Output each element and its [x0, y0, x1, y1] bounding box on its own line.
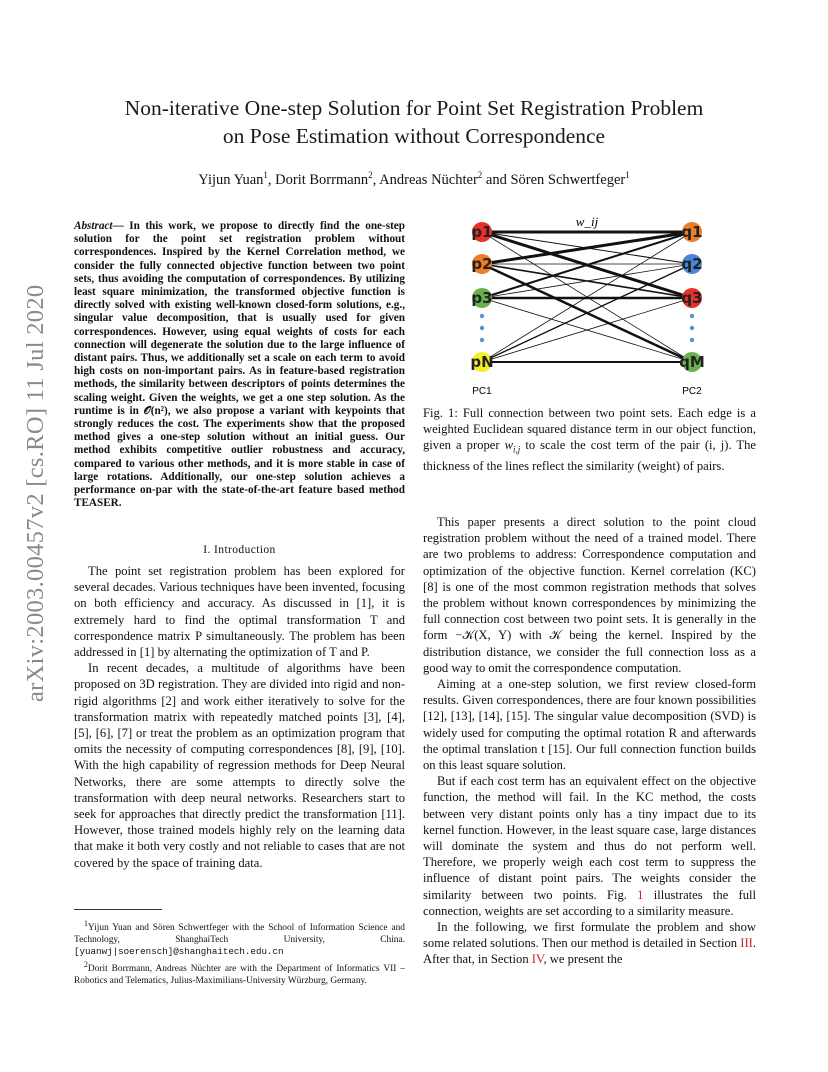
section-ref-link-4[interactable]: IV [531, 952, 544, 967]
arxiv-id: arXiv:2003.00457v2 [cs.RO] 11 Jul 2020 [22, 284, 49, 702]
footnotes [74, 918, 405, 987]
intro-left-column [74, 563, 405, 871]
footnote-2: $^2$Dorit Borrmann, Andreas Nüchter are with the Department of Informatics VII – Robotics and Telematics, Julius-Maximilians-University Würzburg, Germany. [74, 959, 405, 986]
ellipsis-dot [690, 326, 694, 330]
section-heading: I. Introduction [203, 544, 276, 556]
right-point-qM [679, 352, 705, 372]
right-point-q3 [681, 288, 702, 308]
left-set-label: PC1 [472, 386, 492, 397]
footnote-1: $^1$Yijun Yuan and Sören Schwertfeger with the School of Information Science and Technology, ShanghaiTech University, China. [yuanwj|soerensch]@shanghaitech.edu.cn [74, 919, 405, 958]
svg-text:p3: p3 [471, 289, 493, 307]
right-paragraph-2: Aiming at a one-step solution, we first review closed-form results. Given correspondences, there are four known possibilities [12], [13], [14], [15]. The singular value decomposition (SVD) is widely used for computing the optimal rotation R and afterwards the optimal translation t [15]. Our full connection function builds on this least square solution. [423, 677, 756, 773]
svg-text:q1: q1 [681, 223, 703, 241]
left-point-p2 [471, 254, 492, 274]
ellipsis-dot [480, 326, 484, 330]
intro-paragraph-1: The point set registration problem has been explored for several decades. Various techniques have been invented, focusing on both efficiency and accuracy. As discussed in [1], it is extremely hard to find the optimal transformation T and correspondence matrix P simultaneously. The problem has been addressed in [1] by alternating the optimization of T and P. [74, 564, 405, 660]
footnote-rule [74, 909, 162, 910]
author-name: Dorit Borrmann [275, 171, 369, 188]
right-paragraph-1: This paper presents a direct solution to the point cloud registration problem without the need of a trained model. There are two problems to address: Correspondence computation and optimization of the objective function. Kernel correlation (KC) [8] is one of the most common registration methods that solves the problem without known correspondences by minimizing the full connection cost between two point sets. It is generally in the form −𝒦(X, Y) with 𝒦 being the kernel. Inspired by the distribution distance, we consider the full connection loss as a good way to omit the correspondence computation. [423, 515, 756, 675]
ellipsis-dot [690, 314, 694, 318]
left-point-p1 [471, 222, 492, 242]
ellipsis-dot [690, 338, 694, 342]
left-point-p3 [471, 288, 492, 308]
svg-text:q2: q2 [681, 255, 703, 273]
left-point-pN [470, 352, 493, 372]
author-name: Sören Schwertfeger [510, 171, 626, 188]
ellipsis-dot [480, 338, 484, 342]
intro-paragraph-2: In recent decades, a multitude of algorithms have been proposed on 3D registration. They are divided into rigid and non-rigid algorithms [2] and work either iteratively to solve for the transformation matrix with repeatedly matched points [3], [4], [5], [6], [7] or treat the problem as an optimization program that omits the necessity of computing correspondences [8], [9], [10]. With the high capability of regression methods for Deep Neural Networks, there are some attempts to directly solve the transformation with deep neural networks. Researchers start to seek for approaches that directly predict the transformation [11]. However, those trained models highly rely on the learning data that make it both very costly and not reliable to cases that are not covered by the space of training data. [74, 661, 405, 870]
title-line-1: Non-iterative One-step Solution for Point Set Registration Problem [124, 96, 704, 120]
svg-text:p2: p2 [471, 255, 493, 273]
right-paragraph-3: But if each cost term has an equivalent effect on the objective function, the method will fail. In the KC method, the costs between very distant points only has a tiny impact due to its kernel function. However, in the least square case, large distances will dominate the system and thus do not perform well. Therefore, we properly weigh each cost term to suppress the influence of distant point pairs. The weights consider the similarity between two points. Fig. 1 illustrates the full connection, weights are set according to a similarity measure. [423, 774, 757, 918]
author-name: Yijun Yuan [198, 171, 264, 188]
right-paragraph-4: In the following, we first formulate the problem and show some related solutions. Then our method is detailed in Section III. After that, in Section IV, we present the [423, 920, 756, 967]
svg-text:pN: pN [470, 353, 494, 371]
paper-title [0, 94, 828, 150]
abstract-text: — In this work, we propose to directly find the one-step solution for the point set registration problem without correspondences. Inspired by the Kernel Correlation method, we consider the fully connected objective function between two point sets, thus avoiding the computation of correspondences. By utilizing least square minimization, the transformed objective function is directly solved with existing well-known closed-form solutions, e.g., singular value decomposition, that is usually used for given correspondences. However, using equal weights of costs for each connection will degenerate the solution due to the large influence of distant pairs. Thus, we additionally set a scale on each term to avoid high costs on non-important pairs. As in feature-based registration methods, the similarity between descriptors of points determines the scaling weight. Given the weights, we get a one step solution. As the runtime is in 𝒪(n²), we also propose a variant with keypoints that strongly reduces the cost. The experiments show that the proposed method gives a one-step solution without an initial guess. Our method exhibits competitive outlier robustness and accuracy, compared to various other methods, and it is more stable in case of large rotations. Additionally, our one-step solution achieves a performance on-par with the state-of-the-art feature based method TEASER. [74, 220, 405, 510]
author-list: Yijun Yuan$^1$, Dorit Borrmann$^2$, Andreas Nüchter$^2$ and Sören Schwertfeger$^1$ [198, 170, 630, 188]
caption-weight-symbol: $w_{i,j}$ [504, 438, 521, 455]
author-affiliation: 1 [625, 170, 630, 180]
fig-ref-link[interactable]: 1 [637, 887, 644, 902]
right-point-q1 [681, 222, 702, 242]
section-ref-link-3[interactable]: III [740, 936, 753, 951]
intro-right-column [423, 514, 756, 968]
weight-label: w_ij [575, 214, 599, 229]
svg-text:q3: q3 [681, 289, 703, 307]
right-point-q2 [681, 254, 702, 274]
svg-text:p1: p1 [471, 223, 493, 241]
ellipsis-dot [480, 314, 484, 318]
svg-text:qM: qM [679, 353, 705, 371]
author-affiliation: 2 [477, 170, 483, 180]
right-set-label: PC2 [682, 386, 702, 397]
full-connection-figure [462, 212, 722, 402]
title-line-2: on Pose Estimation without Correspondence [222, 124, 606, 148]
arxiv-stamp [22, 282, 50, 702]
author-affiliation: 2 [368, 170, 373, 180]
footnote-email: [yuanwj|soerensch]@shanghaitech.edu.cn [74, 946, 284, 958]
abstract-label: Abstract [74, 220, 113, 232]
figure-caption: Fig. 1: Full connection between two point sets. Each edge is a weighted Euclidean squared distance term in our object function, given a proper $w_{i,j}$ to scale the cost term of the pair (i, j). The thickness of the lines reflect the similarity (weight) of pairs. [423, 406, 756, 474]
author-name: Andreas Nüchter [379, 171, 478, 188]
author-affiliation: 1 [263, 170, 268, 180]
abstract [74, 220, 405, 510]
